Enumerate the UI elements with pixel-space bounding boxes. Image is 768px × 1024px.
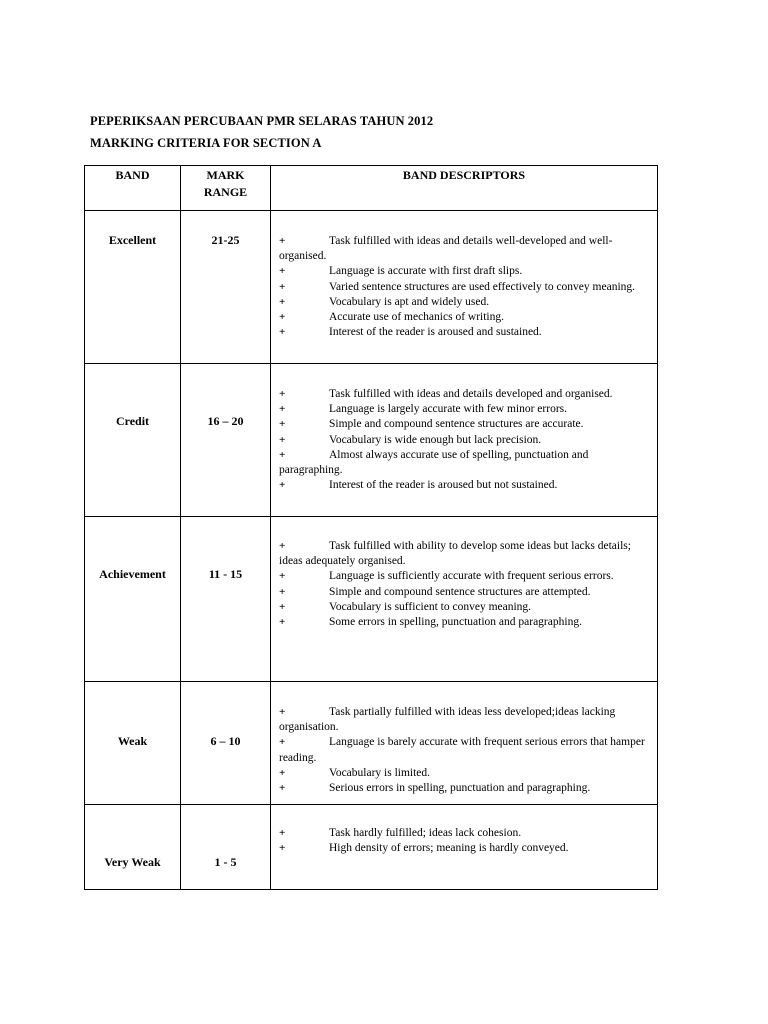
plus-bullet-icon: + [279, 706, 286, 718]
plus-bullet-icon: + [279, 766, 286, 779]
list-item [279, 264, 653, 279]
list-item [279, 569, 653, 584]
plus-bullet-icon: + [279, 585, 286, 598]
plus-bullet-icon: + [279, 540, 286, 552]
band-descriptors [271, 364, 658, 517]
mark-range: 1 - 5 [181, 805, 271, 890]
list-item [279, 615, 653, 630]
descriptor-text: Varied sentence structures are used effectively to convey meaning. [329, 280, 636, 293]
descriptor-text: Task fulfilled with ability to develop some ideas but lacks details; ideas adequately organised. [279, 540, 631, 568]
descriptor-text: Task partially fulfilled with ideas less developed;ideas lacking organisation. [279, 706, 616, 734]
column-header-band: BAND [85, 166, 181, 211]
list-item [279, 826, 653, 841]
descriptor-list [279, 705, 653, 796]
descriptor-text: Language is sufficiently accurate with frequent serious errors. [329, 570, 614, 583]
descriptor-list [279, 234, 653, 340]
band-name: Excellent [85, 211, 181, 364]
list-item [279, 325, 653, 340]
band-name: Weak [85, 682, 181, 805]
descriptor-text: Task hardly fulfilled; ideas lack cohesion. [329, 827, 522, 839]
descriptor-list [279, 826, 653, 856]
list-item [279, 433, 653, 448]
table-row [85, 364, 658, 517]
plus-bullet-icon: + [279, 235, 286, 247]
plus-bullet-icon: + [279, 403, 286, 416]
list-item [279, 417, 653, 432]
plus-bullet-icon: + [279, 736, 286, 749]
plus-bullet-icon: + [279, 616, 286, 629]
column-header-mark-range [181, 166, 271, 211]
plus-bullet-icon: + [279, 782, 286, 795]
band-descriptors [271, 682, 658, 805]
band-name: Very Weak [85, 805, 181, 890]
table-row [85, 682, 658, 805]
document-subtitle: MARKING CRITERIA FOR SECTION A [90, 136, 322, 150]
plus-bullet-icon: + [279, 418, 286, 431]
descriptor-text: High density of errors; meaning is hardly conveyed. [329, 842, 569, 855]
descriptor-text: Interest of the reader is aroused but not sustained. [329, 479, 558, 492]
descriptor-text: Some errors in spelling, punctuation and paragraphing. [329, 616, 582, 629]
plus-bullet-icon: + [279, 433, 286, 446]
descriptor-text: Task fulfilled with ideas and details developed and organised. [329, 388, 613, 400]
band-name: Credit [85, 364, 181, 517]
plus-bullet-icon: + [279, 311, 286, 324]
descriptor-text: Language is barely accurate with frequent serious errors that hamper reading. [279, 736, 645, 764]
list-item [279, 478, 653, 493]
list-item [279, 310, 653, 325]
mark-range: 16 – 20 [181, 364, 271, 517]
plus-bullet-icon: + [279, 600, 286, 613]
mark-range: 11 - 15 [181, 517, 271, 682]
table-row [85, 211, 658, 364]
band-descriptors [271, 517, 658, 682]
list-item [279, 585, 653, 600]
list-item [279, 766, 653, 781]
column-header-band-descriptors: BAND DESCRIPTORS [271, 166, 658, 211]
plus-bullet-icon: + [279, 570, 286, 583]
mark-range: 21-25 [181, 211, 271, 364]
list-item [279, 280, 653, 295]
band-descriptors [271, 805, 658, 890]
list-item [279, 705, 653, 735]
descriptor-text: Serious errors in spelling, punctuation and paragraphing. [329, 782, 591, 795]
plus-bullet-icon: + [279, 842, 286, 855]
plus-bullet-icon: + [279, 827, 286, 839]
descriptor-text: Simple and compound sentence structures are attempted. [329, 585, 591, 598]
descriptor-text: Almost always accurate use of spelling, punctuation and paragraphing. [279, 448, 589, 477]
plus-bullet-icon: + [279, 388, 286, 400]
descriptor-text: Interest of the reader is aroused and sustained. [329, 326, 542, 339]
band-descriptors [271, 211, 658, 364]
descriptor-text: Language is accurate with first draft slips. [329, 265, 523, 278]
band-name: Achievement [85, 517, 181, 682]
table-row [85, 517, 658, 682]
descriptor-text: Task fulfilled with ideas and details well-developed and well-organised. [279, 235, 613, 263]
document-title: PEPERIKSAAN PERCUBAAN PMR SELARAS TAHUN 2012 [90, 114, 434, 128]
plus-bullet-icon: + [279, 295, 286, 308]
plus-bullet-icon: + [279, 265, 286, 278]
list-item [279, 539, 653, 569]
descriptor-text: Vocabulary is wide enough but lack precision. [329, 433, 542, 446]
descriptor-text: Language is largely accurate with few minor errors. [329, 403, 567, 416]
list-item [279, 402, 653, 417]
plus-bullet-icon: + [279, 326, 286, 339]
descriptor-list [279, 387, 653, 493]
descriptor-text: Vocabulary is limited. [329, 766, 431, 779]
descriptor-text: Vocabulary is sufficient to convey meaning. [329, 600, 532, 613]
plus-bullet-icon: + [279, 280, 286, 293]
list-item [279, 295, 653, 310]
mark-range: 6 – 10 [181, 682, 271, 805]
descriptor-list [279, 539, 653, 630]
column-header-mark-range-line1: MARK [206, 168, 245, 182]
plus-bullet-icon: + [279, 448, 286, 461]
descriptor-text: Vocabulary is apt and widely used. [329, 295, 490, 308]
table-header-row [85, 166, 658, 211]
list-item [279, 448, 653, 478]
list-item [279, 735, 653, 765]
plus-bullet-icon: + [279, 479, 286, 492]
marking-criteria-table [84, 165, 658, 890]
list-item [279, 781, 653, 796]
list-item [279, 841, 653, 856]
descriptor-text: Accurate use of mechanics of writing. [329, 311, 504, 324]
table-row [85, 805, 658, 890]
list-item [279, 600, 653, 615]
list-item [279, 234, 653, 264]
descriptor-text: Simple and compound sentence structures are accurate. [329, 418, 584, 431]
column-header-mark-range-line2: RANGE [203, 185, 248, 199]
list-item [279, 387, 653, 402]
